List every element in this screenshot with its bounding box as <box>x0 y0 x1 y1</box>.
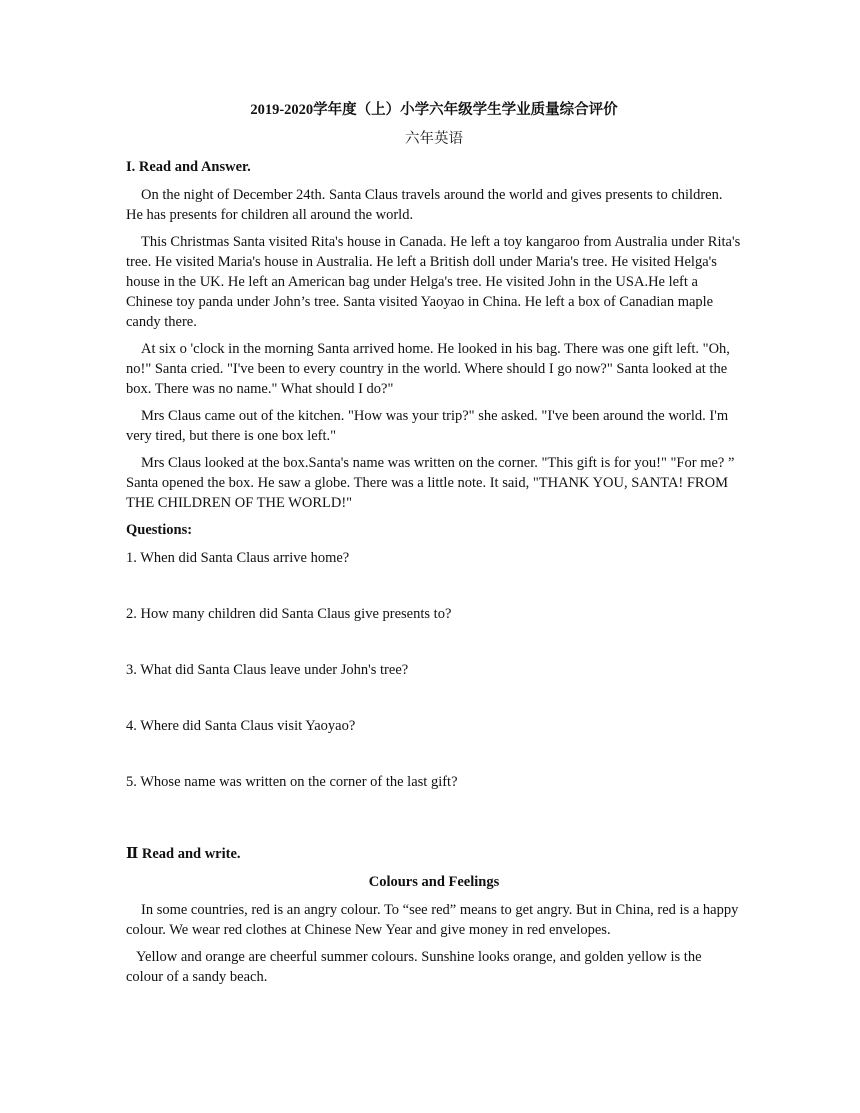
subject-title: 六年英语 <box>405 131 463 147</box>
passage-paragraph: Yellow and orange are cheerful summer colours. Sunshine looks orange, and golden yellow is the colour of a sandy beach. <box>126 949 702 985</box>
question-item: 3. What did Santa Claus leave under John's tree? <box>126 662 409 678</box>
question-item: 4. Where did Santa Claus visit Yaoyao? <box>126 718 356 734</box>
passage-paragraph: Mrs Claus looked at the box.Santa's name was written on the corner. "This gift is for you!" "For me? ” Santa opened the box. He saw a globe. There was a little note. It said, "THANK YOU, SANTA! FROM THE CHILDREN OF THE WORLD!" <box>126 455 735 511</box>
passage-paragraph: On the night of December 24th. Santa Claus travels around the world and gives presents to children. He has presents for children all around the world. <box>126 187 723 223</box>
section2-heading: Ⅱ Read and write. <box>126 846 241 862</box>
section-read-and-write <box>126 844 742 987</box>
section1-heading: I. Read and Answer. <box>126 159 251 175</box>
passage-paragraph: This Christmas Santa visited Rita's house in Canada. He left a toy kangaroo from Australia under Rita's tree. He visited Maria's house in Australia. He left a British doll under Maria's tree. He visited Helga's house in the UK. He left an American bag under Helga's tree. He visited John in the USA.He left a Chinese toy panda under John’s tree. Santa visited Yaoyao in China. He left a box of Canadian maple candy there. <box>126 234 741 330</box>
question-item: 5. Whose name was written on the corner of the last gift? <box>126 774 458 790</box>
passage-paragraph: In some countries, red is an angry colour. To “see red” means to get angry. But in China, red is a happy colour. We wear red clothes at Chinese New Year and give money in red envelopes. <box>126 902 739 938</box>
passage-paragraph: At six o 'clock in the morning Santa arrived home. He looked in his bag. There was one gift left. "Oh, no!" Santa cried. "I've been to every country in the world. Where should I go now?" Santa looked at the box. There was no name." What should I do?" <box>126 341 730 397</box>
document-title: 2019-2020学年度（上）小学六年级学生学业质量综合评价 <box>250 102 618 118</box>
questions-heading: Questions: <box>126 522 193 538</box>
passage-title: Colours and Feelings <box>368 874 500 890</box>
section-read-and-answer <box>126 157 742 792</box>
question-item: 1. When did Santa Claus arrive home? <box>126 550 350 566</box>
question-item: 2. How many children did Santa Claus give presents to? <box>126 606 452 622</box>
passage-paragraph: Mrs Claus came out of the kitchen. "How was your trip?" she asked. "I've been around the world. I'm very tired, but there is one box left." <box>126 408 729 444</box>
